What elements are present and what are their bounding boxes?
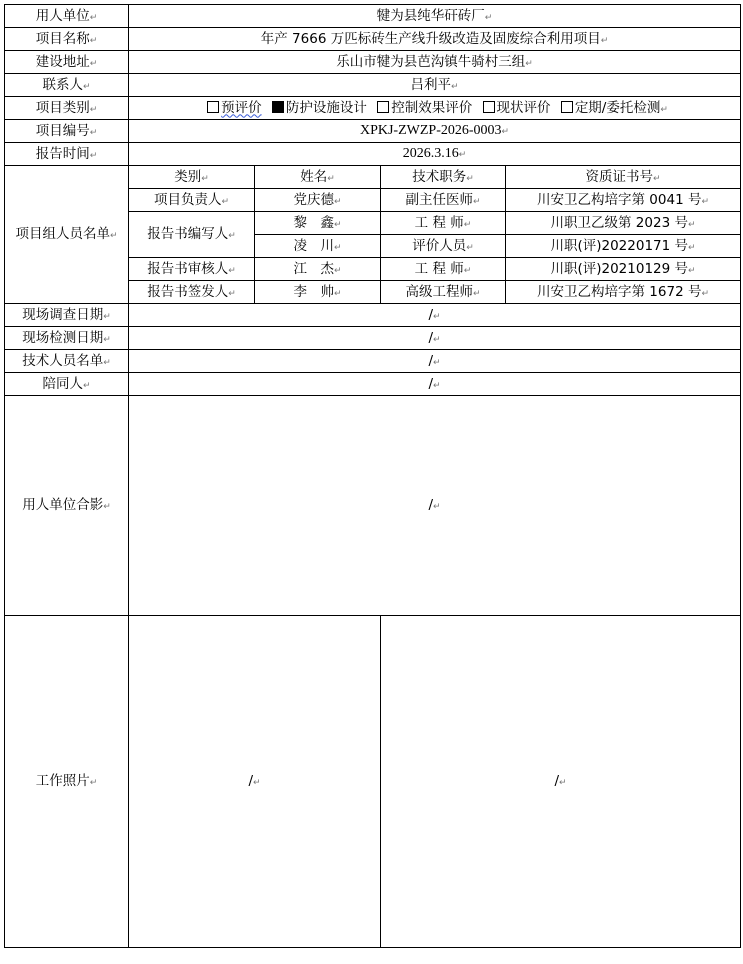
row-project-name bbox=[5, 28, 741, 51]
team-cert: 川安卫乙构培字第 0041 号↵ bbox=[506, 189, 741, 212]
label-test-date: 现场检测日期↵ bbox=[5, 327, 129, 350]
value-unit: 犍为县纯华矸砖厂↵ bbox=[129, 5, 741, 28]
team-category: 项目负责人↵ bbox=[129, 189, 255, 212]
row-unit bbox=[5, 5, 741, 28]
team-name: 李 帅↵ bbox=[255, 281, 381, 304]
team-name: 黎 鑫↵ bbox=[255, 212, 381, 235]
option-pre-evaluation: 预评价 bbox=[201, 100, 262, 116]
team-category: 报告书审核人↵ bbox=[129, 258, 255, 281]
row-tech-staff bbox=[5, 350, 741, 373]
row-group-photo bbox=[5, 396, 741, 616]
team-name: 江 杰↵ bbox=[255, 258, 381, 281]
team-cert: 川安卫乙构培字第 1672 号↵ bbox=[506, 281, 741, 304]
row-test-date bbox=[5, 327, 741, 350]
label-tech-staff: 技术人员名单↵ bbox=[5, 350, 129, 373]
option-status-evaluation: 现状评价 bbox=[477, 100, 551, 116]
label-survey-date: 现场调查日期↵ bbox=[5, 304, 129, 327]
team-category: 报告书签发人↵ bbox=[129, 281, 255, 304]
group-photo-area: /↵ bbox=[129, 396, 741, 616]
option-protection-design: 防护设施设计 bbox=[266, 100, 367, 116]
value-report-time: 2026.3.16↵ bbox=[129, 143, 741, 166]
label-address: 建设地址↵ bbox=[5, 51, 129, 74]
value-escort: /↵ bbox=[129, 373, 741, 396]
team-header: 技术职务↵ bbox=[381, 166, 506, 189]
value-project-name: 年产 7666 万匹标砖生产线升级改造及固废综合利用项目↵ bbox=[129, 28, 741, 51]
team-cert: 川职(评)20220171 号↵ bbox=[506, 235, 741, 258]
label-work-photos: 工作照片↵ bbox=[5, 616, 129, 948]
row-escort bbox=[5, 373, 741, 396]
label-category: 项目类别↵ bbox=[5, 97, 129, 120]
option-control-effect: 控制效果评价 bbox=[371, 100, 472, 116]
work-photo-left: /↵ bbox=[129, 616, 381, 948]
option-periodic-testing: 定期/委托检测 bbox=[555, 100, 661, 116]
value-project-no: XPKJ-ZWZP-2026-0003↵ bbox=[129, 120, 741, 143]
value-test-date: /↵ bbox=[129, 327, 741, 350]
work-photo-right: /↵ bbox=[381, 616, 741, 948]
label-escort: 陪同人↵ bbox=[5, 373, 129, 396]
team-cert: 川职卫乙级第 2023 号↵ bbox=[506, 212, 741, 235]
team-category: 报告书编写人↵ bbox=[129, 212, 255, 258]
value-tech-staff: /↵ bbox=[129, 350, 741, 373]
row-project-no bbox=[5, 120, 741, 143]
row-contact bbox=[5, 74, 741, 97]
value-contact: 吕利平↵ bbox=[129, 74, 741, 97]
row-address bbox=[5, 51, 741, 74]
label-team: 项目组人员名单↵ bbox=[5, 166, 129, 304]
value-survey-date: /↵ bbox=[129, 304, 741, 327]
team-name: 党庆德↵ bbox=[255, 189, 381, 212]
checkbox-pre-evaluation bbox=[207, 101, 219, 113]
checkbox-protection-design bbox=[272, 101, 284, 113]
checkbox-periodic-testing bbox=[561, 101, 573, 113]
row-survey-date bbox=[5, 304, 741, 327]
checkbox-control-effect bbox=[377, 101, 389, 113]
checkbox-status-evaluation bbox=[483, 101, 495, 113]
team-title: 副主任医师↵ bbox=[381, 189, 506, 212]
team-title: 工 程 师↵ bbox=[381, 212, 506, 235]
team-header: 类别↵ bbox=[129, 166, 255, 189]
label-project-name: 项目名称↵ bbox=[5, 28, 129, 51]
team-name: 凌 川↵ bbox=[255, 235, 381, 258]
team-title: 工 程 师↵ bbox=[381, 258, 506, 281]
label-project-no: 项目编号↵ bbox=[5, 120, 129, 143]
team-title: 高级工程师↵ bbox=[381, 281, 506, 304]
row-report-time bbox=[5, 143, 741, 166]
team-header: 资质证书号↵ bbox=[506, 166, 741, 189]
label-report-time: 报告时间↵ bbox=[5, 143, 129, 166]
report-info-table bbox=[4, 4, 741, 948]
row-category bbox=[5, 97, 741, 120]
row-work-photos bbox=[5, 616, 741, 948]
value-address: 乐山市犍为县芭沟镇牛骑村三组↵ bbox=[129, 51, 741, 74]
team-title: 评价人员↵ bbox=[381, 235, 506, 258]
label-contact: 联系人↵ bbox=[5, 74, 129, 97]
team-cert: 川职(评)20210129 号↵ bbox=[506, 258, 741, 281]
team-header-row bbox=[5, 166, 741, 189]
label-group-photo: 用人单位合影↵ bbox=[5, 396, 129, 616]
label-unit: 用人单位↵ bbox=[5, 5, 129, 28]
team-header: 姓名↵ bbox=[255, 166, 381, 189]
value-category: 预评价 防护设施设计 控制效果评价 现状评价 定期/委托检测↵ bbox=[129, 97, 741, 120]
